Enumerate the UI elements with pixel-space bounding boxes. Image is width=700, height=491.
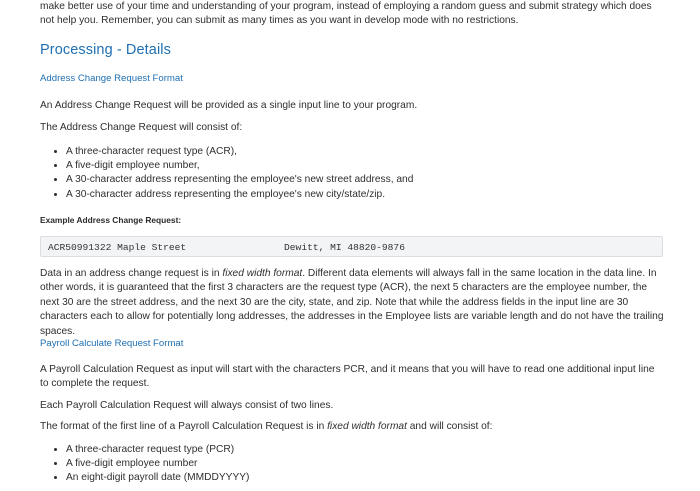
- section-title: Processing - Details: [40, 42, 171, 58]
- fixed-width-paragraph: [40, 267, 665, 339]
- list-item: • A 30-character address representing the employee's new street address, and: [66, 173, 413, 187]
- payroll-list: [50, 443, 249, 486]
- example-code-block: ACR50991322 Maple Street Dewitt, MI 48820-9876: [40, 236, 663, 257]
- address-change-list: [50, 145, 413, 202]
- address-change-intro: An Address Change Request will be provided as a single input line to your program.: [40, 100, 418, 111]
- list-item: • A three-character request type (PCR): [66, 443, 249, 457]
- address-change-heading: Address Change Request Format: [40, 73, 183, 84]
- example-label: Example Address Change Request:: [40, 215, 182, 225]
- payroll-intro: A Payroll Calculation Request as input will start with the characters PCR, and it means that you will have to read one additional input line to complete the request.: [40, 364, 655, 390]
- payroll-format-post: and will consist of:: [406, 421, 493, 432]
- list-item: • A three-character request type (ACR),: [66, 145, 413, 159]
- payroll-format-emphasis: fixed width format: [327, 421, 407, 432]
- fixed-width-text-pre: Data in an address change request is in: [40, 268, 223, 279]
- list-item: • A five-digit employee number: [66, 457, 249, 471]
- payroll-heading: Payroll Calculate Request Format: [40, 338, 184, 349]
- intro-line-2: not help you. Remember, you can submit as many times as you want in develop mode with no restrictions.: [40, 15, 519, 26]
- address-change-consist: The Address Change Request will consist of:: [40, 122, 243, 133]
- list-item: • A five-digit employee number,: [66, 159, 413, 173]
- fixed-width-emphasis: fixed width format: [222, 268, 303, 279]
- payroll-format: [40, 420, 665, 434]
- intro-line-1: make better use of your time and understanding of your program, instead of employing a random guess and submit strategy which does: [40, 1, 652, 12]
- fixed-width-text-post: . Different data elements will always fall in the same location in the data line. In other words, it is guaranteed that the first 3 characters are the request type (ACR), the next 5 characters are the employee number, the next 30 are the street address, and the next 30 are the city, state, and zip. Note that while the address fields in the input line are 30 characters each to allow for potentially long addresses, the addresses in the Employee lists are variable length and do not have the trailing spaces.: [40, 268, 664, 337]
- list-item: • An eight-digit payroll date (MMDDYYYY): [66, 471, 249, 485]
- list-item: • A 30-character address representing the employee's new city/state/zip.: [66, 188, 413, 202]
- payroll-format-pre: The format of the first line of a Payroll Calculation Request is in: [40, 421, 328, 432]
- payroll-two-lines: Each Payroll Calculation Request will always consist of two lines.: [40, 400, 334, 411]
